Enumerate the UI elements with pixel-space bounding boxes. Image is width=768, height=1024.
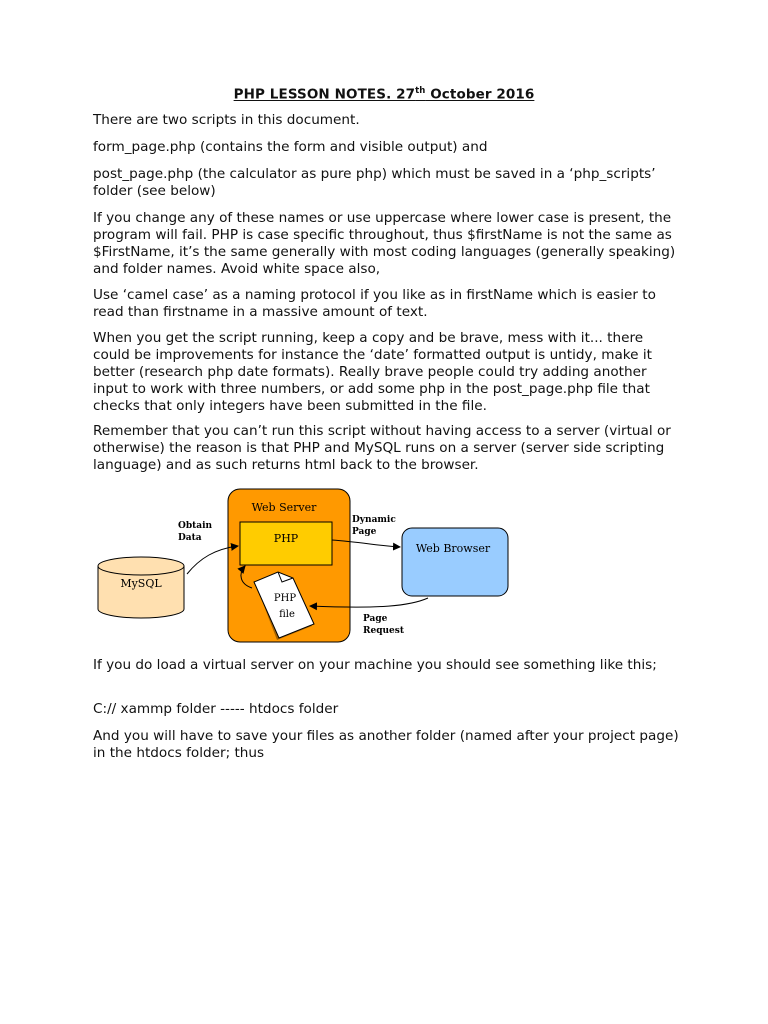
web-server-label: Web Server [251,501,317,514]
paragraph-camel-case: Use ‘camel case’ as a naming protocol if you like as in firstName which is easier to read than firstname in a massive amount of text. [93,287,656,320]
obtain-label: Obtain [178,521,213,531]
title-superscript: th [415,86,426,96]
dynamic-label: Dynamic [352,515,396,525]
paragraph-server-requirement: Remember that you can’t run this script without having access to a server (virtual or otherwise) the reason is that PHP and MySQL runs on a server (server side scripting language) and as such returns html back to the browser. [93,423,671,473]
page-title [0,86,768,103]
paragraph-folder-path: C:// xammp folder ----- htdocs folder [93,701,339,717]
php-file-sublabel: file [279,609,295,620]
title-text: PHP LESSON NOTES. 27 [233,86,416,103]
web-browser-label: Web Browser [415,542,491,555]
paragraph-form-page: form_page.php (contains the form and visible output) and [93,139,488,155]
web-browser-box [402,528,508,596]
dynamic-sublabel: Page [352,527,377,537]
title-date: October 2016 [425,86,535,103]
php-box-label: PHP [273,532,299,545]
paragraph-save-files: And you will have to save your files as another folder (named after your project page) in the htdocs folder; thus [93,728,679,761]
paragraph-improvements: When you get the script running, keep a copy and be brave, mess with it... there could be improvements for instance the ‘date’ formatted output is untidy, make it better (research php date formats). Really brave people could try adding another input to work with three numbers, or add some php in the post_page.php file that checks that only integers have been submitted in the file. [93,330,652,414]
request-sublabel: Request [363,626,404,636]
obtain-sublabel: Data [178,533,202,543]
mysql-label: MySQL [120,577,162,590]
paragraph-intro: There are two scripts in this document. [93,112,360,128]
architecture-diagram [90,484,520,649]
php-file-label: PHP [273,593,297,604]
paragraph-case-sensitivity: If you change any of these names or use uppercase where lower case is present, the program will fail. PHP is case specific throughout, thus $firstName is not the same as $FirstName, it’s the same generally with most coding languages (generally speaking) and folder names. Avoid white space also, [93,210,676,277]
paragraph-post-page: post_page.php (the calculator as pure php) which must be saved in a ‘php_scripts’ folder (see below) [93,166,656,199]
paragraph-virtual-server: If you do load a virtual server on your machine you should see something like this; [93,657,657,673]
request-label: Page [363,614,388,624]
